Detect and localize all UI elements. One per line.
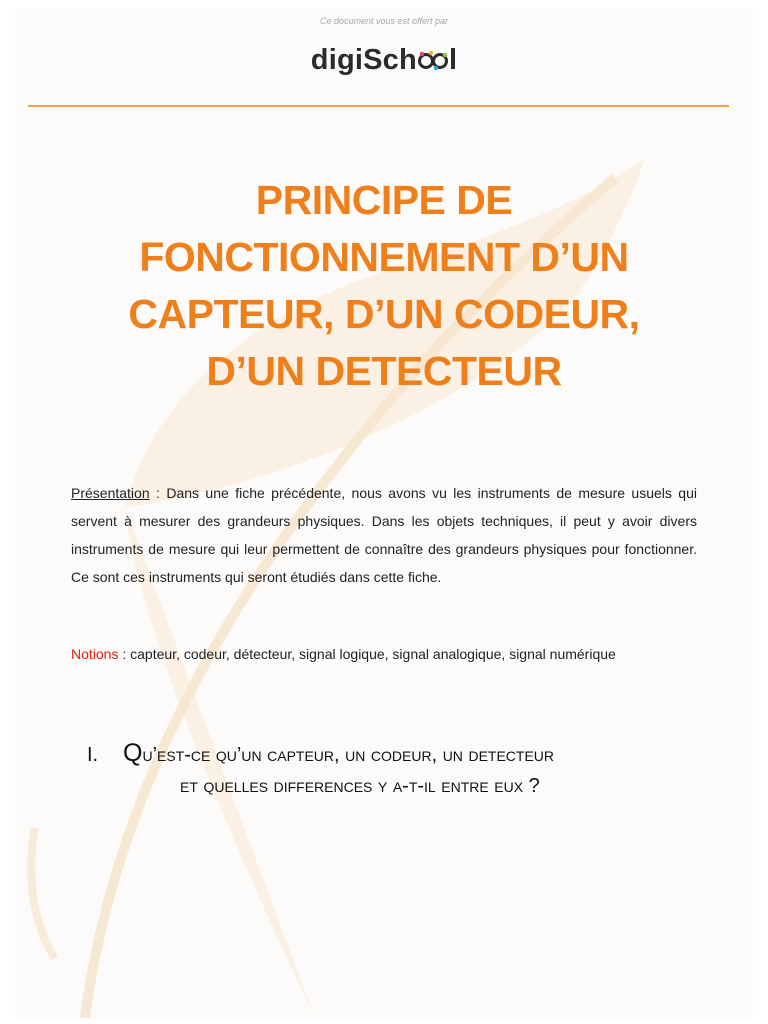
section-heading-1 [87, 738, 727, 802]
notions-line [71, 646, 616, 662]
section-line1-text: u’est-ce qu’un capteur, un codeur, un detecteur [142, 744, 555, 766]
title-line-3: CAPTEUR, D’UN CODEUR, [128, 291, 640, 337]
logo-prefix: digiSch [310, 44, 417, 76]
document-title [55, 172, 713, 400]
title-line-2: FONCTIONNEMENT D’UN [139, 234, 629, 280]
section-initial: Q [123, 739, 143, 767]
title-line-4: D’UN DETECTEUR [206, 348, 562, 394]
section-heading-line-2: et quelles differences y a-t-il entre eux ? [180, 775, 540, 797]
document-page [15, 8, 753, 1018]
header-divider [28, 105, 729, 107]
section-number: I. [87, 744, 99, 766]
logo-suffix: l [448, 44, 458, 76]
presentation-label: Présentation [71, 485, 150, 501]
logo-oo-icon [418, 51, 448, 71]
title-line-1: PRINCIPE DE [255, 177, 513, 223]
notions-text: capteur, codeur, détecteur, signal logique, signal analogique, signal numérique [130, 646, 616, 662]
presentation-paragraph [71, 479, 697, 591]
section-heading-line-1 [87, 738, 727, 771]
notions-separator: : [118, 646, 131, 662]
presentation-separator: : [149, 485, 167, 501]
presentation-text: Dans une fiche précédente, nous avons vu les instruments de mesure usuels qui servent à mesurer des grandeurs physiques. Dans les objets techniques, il peut y avoir divers instruments de mesure qui leur permettent de connaître des grandeurs physiques pour fonctionner. Ce sont ces instruments qui seront étudiés dans cette fiche. [71, 485, 697, 585]
notions-label: Notions [71, 646, 119, 662]
offer-text: Ce document vous est offert par [319, 16, 449, 26]
digischool-logo [15, 44, 753, 77]
